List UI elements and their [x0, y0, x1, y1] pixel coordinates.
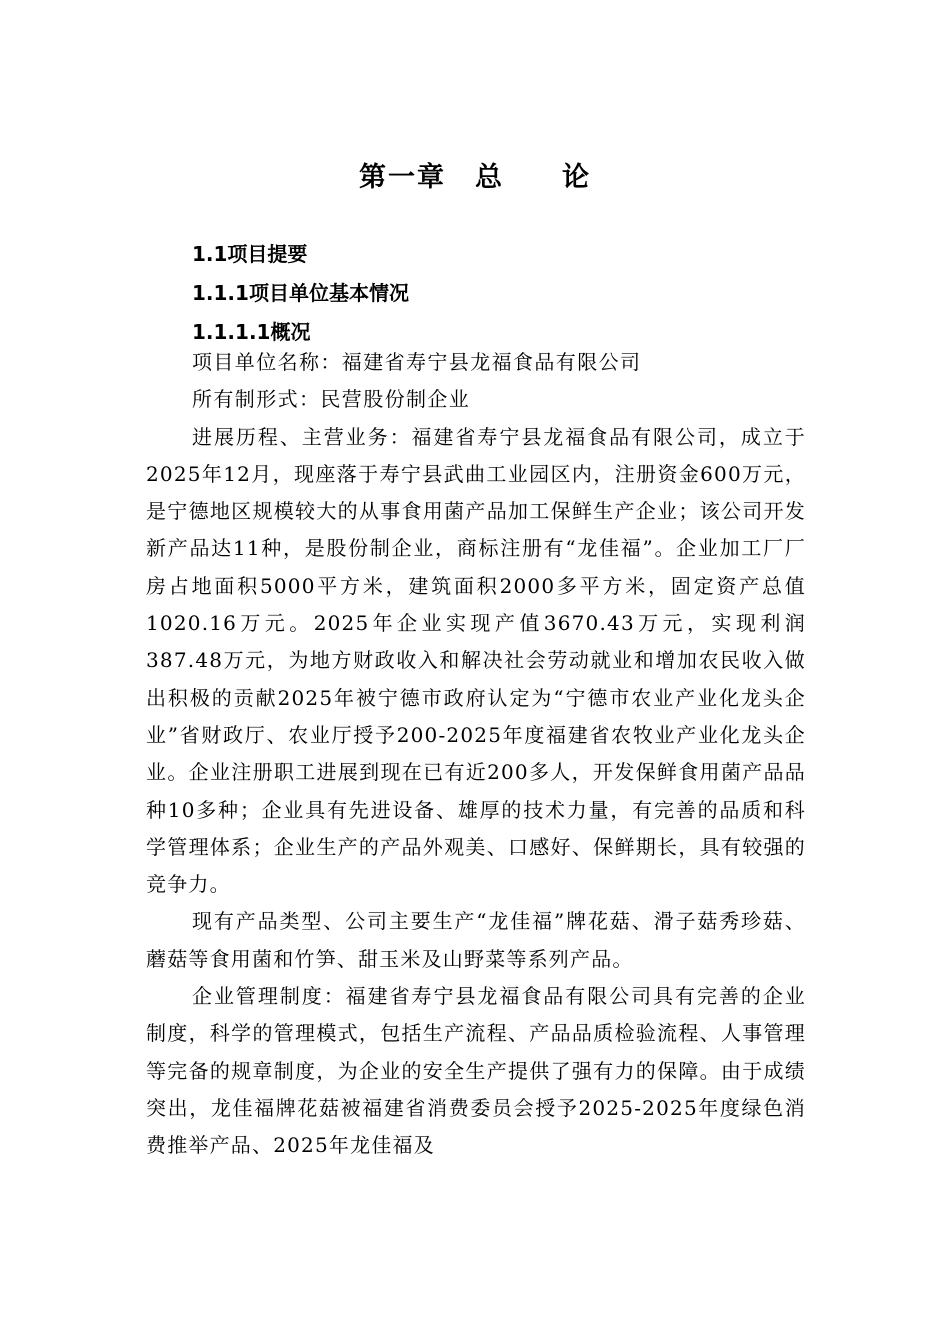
section-heading-1-1-1-1: 1.1.1.1概况: [192, 320, 311, 344]
paragraph-ownership: 所有制形式：民营股份制企业: [192, 387, 471, 412]
body-text: [146, 344, 806, 1165]
section-heading-1-1-1: 1.1.1项目单位基本情况: [192, 281, 409, 305]
paragraph-unit-name: 项目单位名称：福建省寿宁县龙福食品有限公司: [192, 350, 642, 374]
section-heading-1-1: 1.1项目提要: [192, 242, 308, 266]
paragraph-management: 企业管理制度：福建省寿宁县龙福食品有限公司具有完善的企业制度，科学的管理模式，包括生产流程、产品品质检验流程、人事管理等完备的规章制度，为企业的安全生产提供了强有力的保障。由于成绩突出，龙佳福牌花菇被福建省消费委员会授予2025-2025年度绿色消费推举产品、2025年龙佳福及: [146, 984, 806, 1158]
paragraph-history: 进展历程、主营业务：福建省寿宁县龙福食品有限公司，成立于2025年12月，现座落于寿宁县武曲工业园区内，注册资金600万元，是宁德地区规模较大的从事食用菌产品加工保鲜生产企业；该公司开发新产品达11种，是股份制企业，商标注册有“龙佳福”。企业加工厂厂房占地面积5000平方米，建筑面积2000多平方米，固定资产总值1020.16万元。2025年企业实现产值3670.43万元，实现利润387.48万元，为地方财政收入和解决社会劳动就业和增加农民收入做出积极的贡献2025年被宁德市政府认定为“宁德市农业产业化龙头企业”省财政厅、农业厅授予200-2025年度福建省农牧业产业化龙头企业。企业注册职工进展到现在已有近200多人，开发保鲜食用菌产品品种10多种；企业具有先进设备、雄厚的技术力量，有完善的品质和科学管理体系；企业生产的产品外观美、口感好、保鲜期长，具有较强的竞争力。: [146, 424, 806, 897]
paragraph-products: 现有产品类型、公司主要生产“龙佳福”牌花菇、滑子菇秀珍菇、蘑菇等食用菌和竹笋、甜玉米及山野菜等系列产品。: [146, 909, 806, 971]
chapter-title: 第一章 总 论: [359, 162, 591, 193]
